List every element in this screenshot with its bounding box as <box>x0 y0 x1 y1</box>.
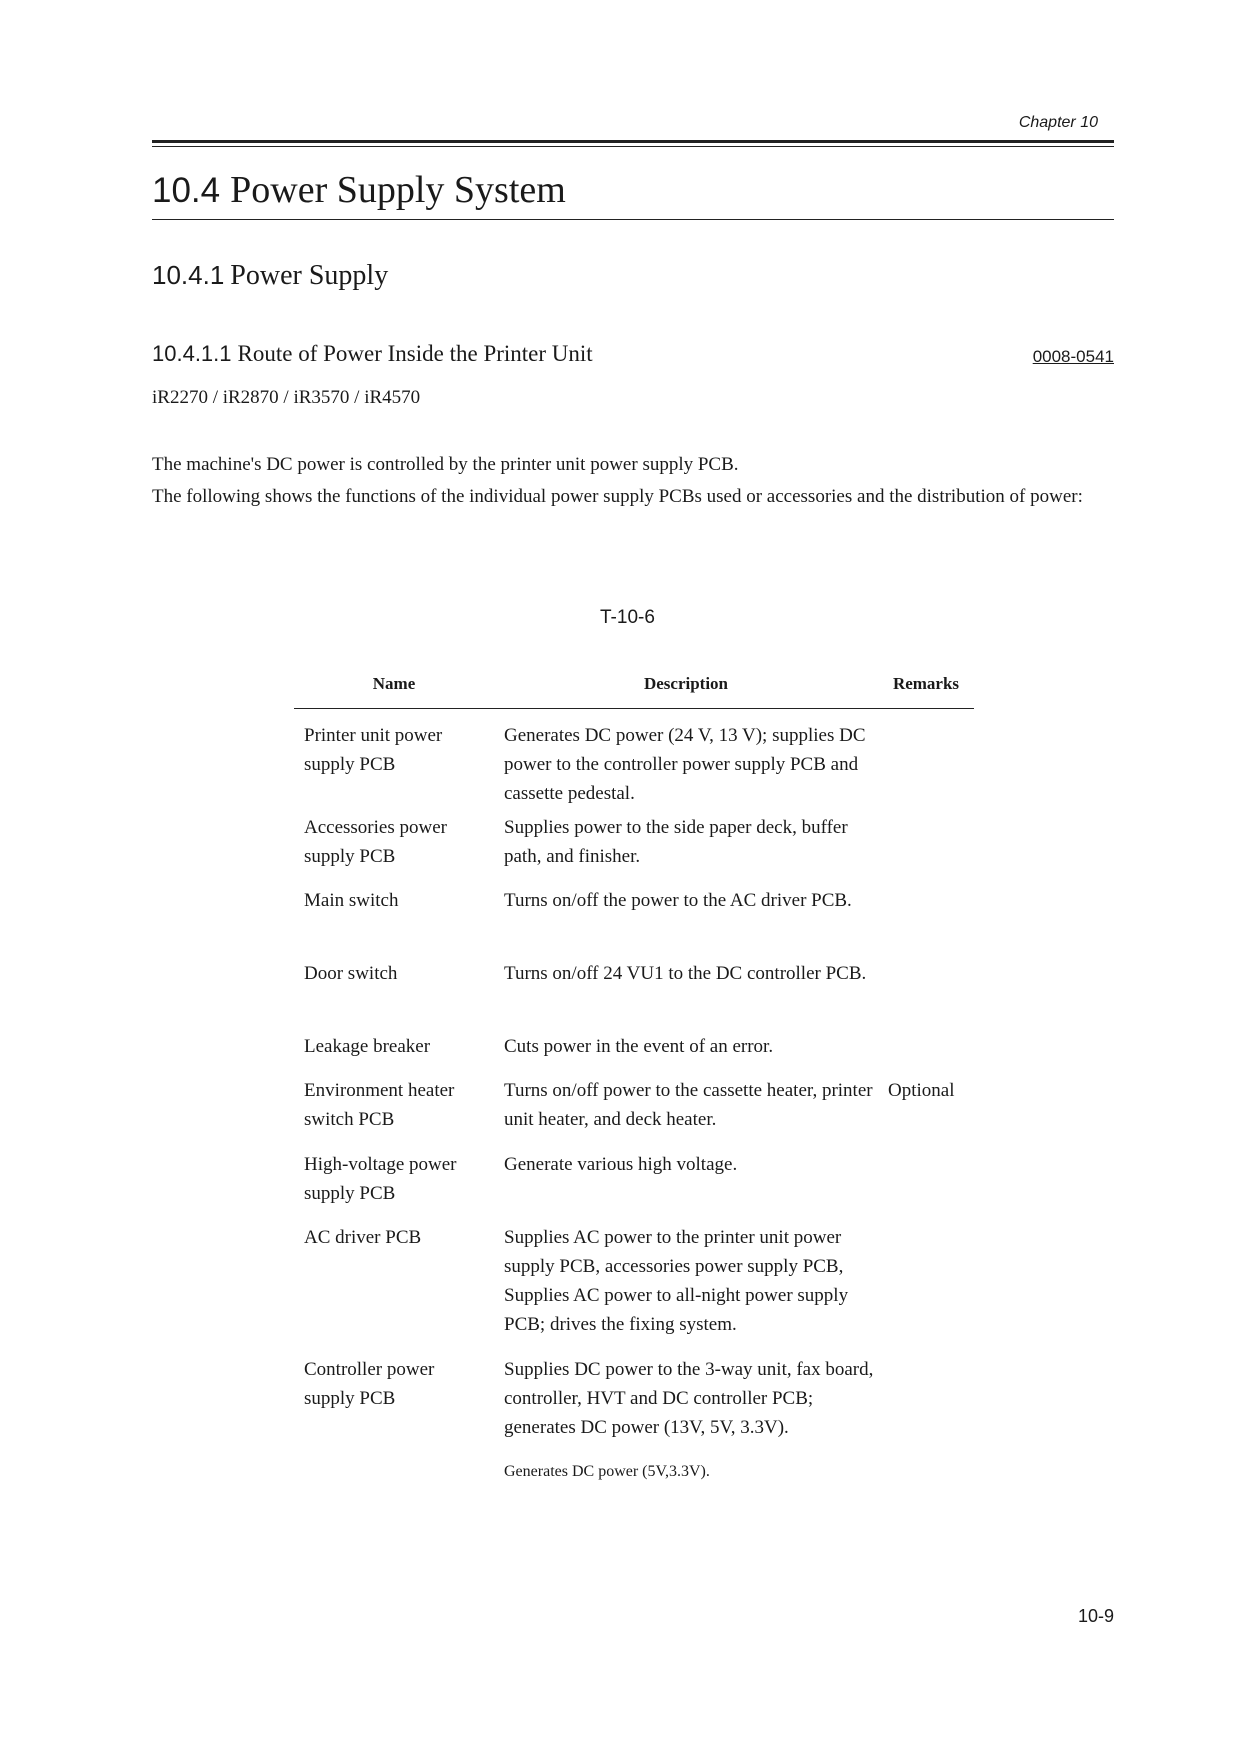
row-remarks: Optional <box>888 1080 955 1101</box>
section-heading <box>152 168 566 212</box>
subsection-number: 10.4.1 <box>152 260 225 290</box>
row-name: Environment heater switch PCB <box>304 1080 455 1130</box>
row-description: Turns on/off power to the cassette heater, printer unit heater, and deck heater. <box>504 1080 873 1130</box>
row-description: Supplies power to the side paper deck, buffer path, and finisher. <box>504 817 848 867</box>
subsubsection-title: Route of Power Inside the Printer Unit <box>237 341 593 366</box>
section-rule <box>152 219 1114 220</box>
row-description: Supplies AC power to the printer unit power supply PCB, accessories power supply PCB, Supplies AC power to all-night power supply PCB; drives the fixing system. <box>504 1227 849 1335</box>
subsection-title: Power Supply <box>230 260 389 291</box>
table-row <box>294 959 974 1032</box>
power-supply-table <box>294 668 974 1451</box>
header-rule-thick <box>152 140 1114 143</box>
table-header-row <box>294 668 974 709</box>
table-row <box>294 1355 974 1451</box>
row-description: Cuts power in the event of an error. <box>504 1036 774 1057</box>
row-name: High-voltage power supply PCB <box>304 1154 457 1204</box>
row-name: Controller power supply PCB <box>304 1359 435 1409</box>
header-description: Description <box>643 674 729 693</box>
table-row <box>294 886 974 959</box>
table-note: Generates DC power (5V,3.3V). <box>504 1463 710 1480</box>
header-remarks: Remarks <box>892 674 960 693</box>
document-code-link[interactable]: 0008-0541 <box>1032 347 1114 366</box>
header-rule-thin <box>152 146 1114 147</box>
chapter-label: Chapter 10 <box>1018 114 1098 131</box>
body-paragraph-2: The following shows the functions of the individual power supply PCBs used or accessories and the distribution of power: <box>152 486 1083 507</box>
row-description: Generates DC power (24 V, 13 V); supplies DC power to the controller power supply PCB and cassette pedestal. <box>504 725 866 804</box>
subsubsection-number: 10.4.1.1 <box>152 341 232 366</box>
row-name: Printer unit power supply PCB <box>304 725 443 775</box>
row-description: Turns on/off 24 VU1 to the DC controller PCB. <box>504 963 867 984</box>
table-row <box>294 1150 974 1223</box>
row-name: Door switch <box>304 963 398 984</box>
table-row <box>294 1223 974 1355</box>
subsection-heading <box>152 260 388 292</box>
row-description: Generate various high voltage. <box>504 1154 738 1175</box>
model-list: iR2270 / iR2870 / iR3570 / iR4570 <box>152 387 421 408</box>
body-paragraph-1: The machine's DC power is controlled by the printer unit power supply PCB. <box>152 454 739 475</box>
section-title: Power Supply System <box>230 169 566 211</box>
header-name: Name <box>372 674 416 693</box>
page-number: 10-9 <box>1077 1606 1114 1626</box>
table-row <box>294 721 974 813</box>
row-name: AC driver PCB <box>304 1227 422 1248</box>
table-row <box>294 1032 974 1076</box>
table-caption: T-10-6 <box>600 607 655 628</box>
row-name: Main switch <box>304 890 399 911</box>
row-description: Turns on/off the power to the AC driver PCB. <box>504 890 852 911</box>
row-description: Supplies DC power to the 3-way unit, fax board, controller, HVT and DC controller PCB; generates DC power (13V, 5V, 3.3V). <box>504 1359 874 1438</box>
section-number: 10.4 <box>152 171 221 210</box>
table-row <box>294 813 974 886</box>
row-name: Leakage breaker <box>304 1036 431 1057</box>
row-name: Accessories power supply PCB <box>304 817 447 867</box>
subsubsection-heading <box>152 341 593 367</box>
table-row <box>294 1076 974 1150</box>
